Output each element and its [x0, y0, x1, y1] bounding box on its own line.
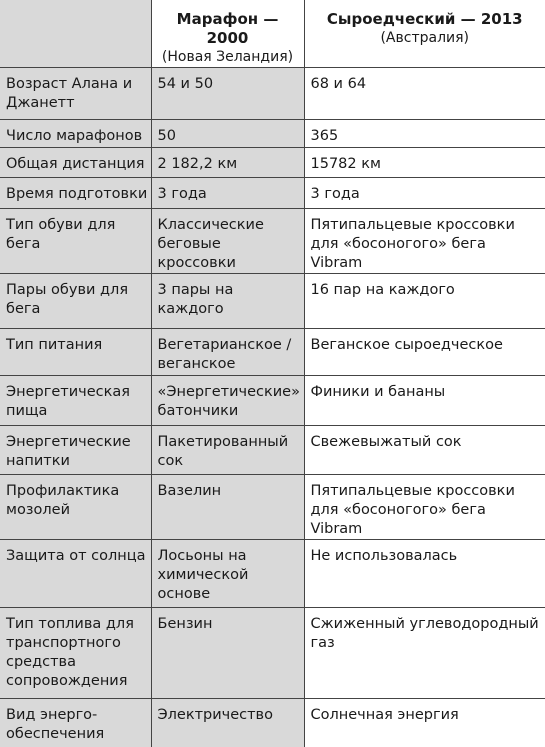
table-row: [0, 425, 545, 474]
raw-value: Солнечная энергия: [310, 707, 459, 724]
raw-value: Пятипальцевые кроссовки для «босоногого» бега Vibram: [304, 208, 545, 273]
raw-value: Пятипальцевые кроссовки для «босоногого» бега Vibram: [304, 475, 545, 540]
raw-value: Не использовалась: [304, 540, 545, 607]
row-label: Время подготовки: [0, 177, 151, 208]
row-label: Энергетическая пища: [0, 375, 151, 425]
row-label: Тип топлива для транспортного средства сопровождения: [0, 607, 151, 698]
row-label: Защита от солнца: [0, 540, 151, 607]
header-empty-cell: [0, 0, 151, 68]
row-label: Вид энерго-обеспечения: [0, 699, 151, 747]
table-row: [0, 607, 545, 698]
raw-value: 3 года: [304, 177, 545, 208]
marathon-value: Пакетированный сок: [151, 425, 304, 474]
marathon-value: 50: [151, 120, 304, 148]
table-row: [0, 274, 545, 329]
header-marathon-subtitle: (Новая Зеландия): [161, 49, 294, 65]
header-raw-subtitle: (Австралия): [380, 30, 470, 46]
raw-value: Финики и бананы: [304, 375, 545, 425]
row-label: Возраст Алана и Джанетт: [0, 68, 151, 120]
row-label: Общая дистанция: [0, 148, 151, 177]
table-row: [0, 208, 545, 273]
raw-value: Свежевыжатый сок: [304, 425, 545, 474]
marathon-value: Классические беговые кроссовки: [151, 208, 304, 273]
header-raw-title: Сыроедческий — 2013: [326, 10, 523, 28]
raw-value: Сжиженный углеводородный газ: [304, 607, 545, 698]
row-label: Число марафонов: [0, 120, 151, 148]
row-label: Тип обуви для бега: [0, 208, 151, 273]
table-row: [0, 475, 545, 540]
table-row: [0, 148, 545, 177]
header-raw-2013: [304, 0, 545, 68]
raw-value: Веганское сыроедческое: [304, 329, 545, 375]
table-row: [0, 540, 545, 607]
table-row: [0, 68, 545, 120]
marathon-value: 2 182,2 км: [151, 148, 304, 177]
marathon-value: Вегетарианское / веганское: [151, 329, 304, 375]
header-row: [0, 0, 545, 68]
header-marathon-title: Марафон — 2000: [176, 10, 279, 47]
raw-value: 365: [304, 120, 545, 148]
header-marathon-2000: [151, 0, 304, 68]
row-label: Пары обуви для бега: [0, 274, 151, 329]
marathon-value: 3 пары на каждого: [151, 274, 304, 329]
table-row: [0, 177, 545, 208]
marathon-value: Бензин: [151, 607, 304, 698]
marathon-value: 54 и 50: [151, 68, 304, 120]
row-label: Профилактика мозолей: [0, 475, 151, 540]
table-row: [0, 699, 545, 747]
marathon-value: Вазелин: [151, 475, 304, 540]
table-row: [0, 375, 545, 425]
table-row: [0, 329, 545, 375]
row-label: Энергетические напитки: [0, 425, 151, 474]
raw-value: 15782 км: [304, 148, 545, 177]
marathon-value: 3 года: [151, 177, 304, 208]
marathon-value: «Энергетические» батончики: [151, 375, 304, 425]
marathon-value: Электричество: [151, 699, 304, 747]
row-label: Тип питания: [0, 329, 151, 375]
raw-value: 68 и 64: [304, 68, 545, 120]
table-row: [0, 120, 545, 148]
marathon-value: Лосьоны на химической основе: [151, 540, 304, 607]
raw-value: 16 пар на каждого: [304, 274, 545, 329]
